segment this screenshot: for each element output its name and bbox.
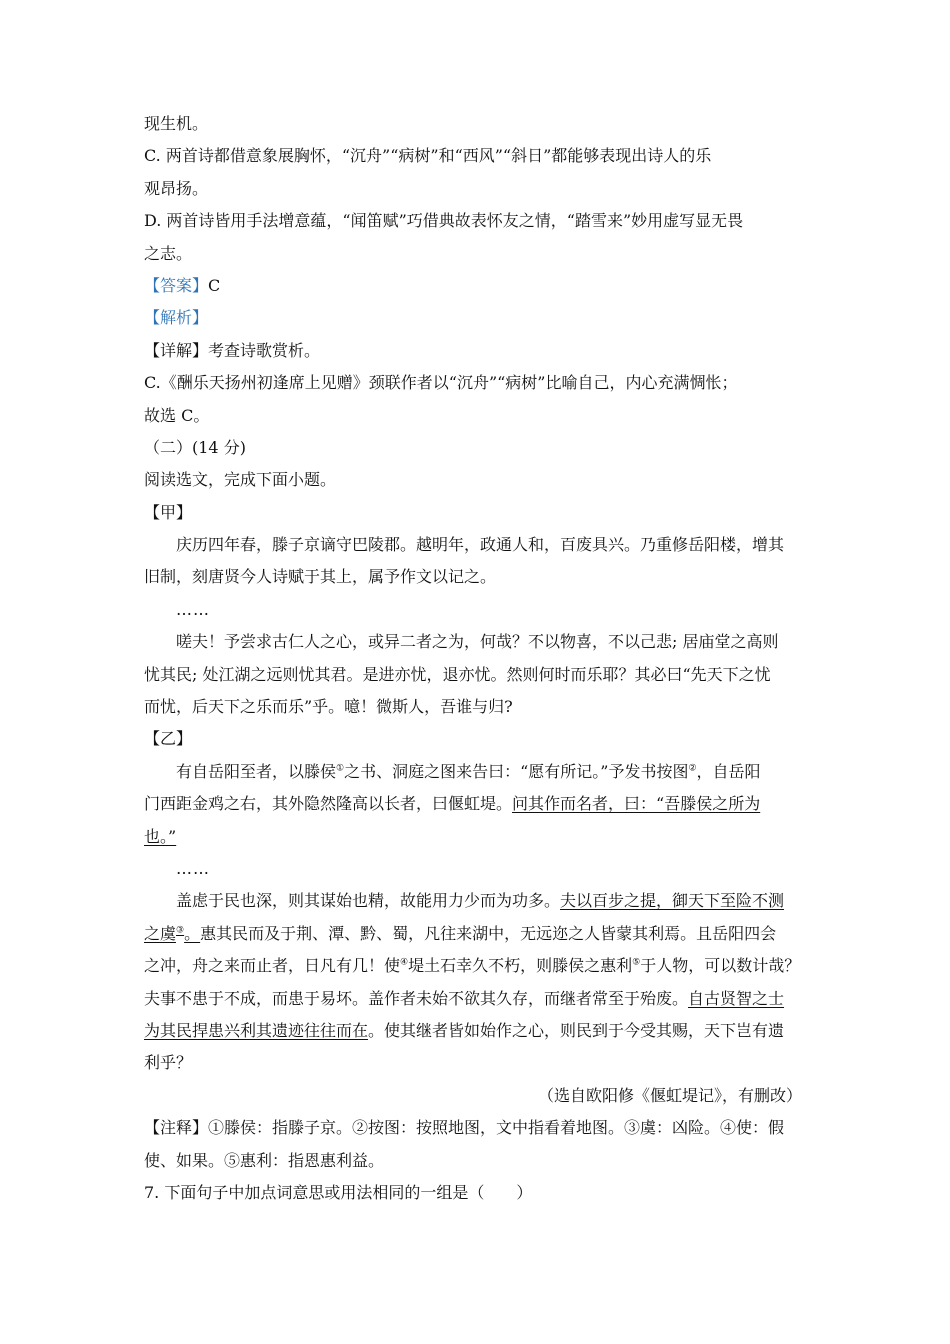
text-span: 门西距金鸡之右，其外隐然隆高以长者，曰偃虹堤。: [144, 794, 513, 814]
text-span: 。使其继者皆如始作之心，则民到于今受其赐，天下岂有遗: [368, 1020, 785, 1040]
passage-line: 嗟夫！予尝求古仁人之心，或异二者之为，何哉？不以物喜，不以己悲; 居庙堂之高则: [176, 632, 779, 652]
analysis-line: [144, 302, 810, 334]
answer-value: C: [208, 275, 221, 295]
text-span: 之书、洞庭之图来告曰：“愿有所记。”予发书按图: [344, 761, 689, 781]
passage-line: [144, 885, 810, 917]
text-span: 惠其民而及于荆、潭、黔、蜀，凡往来湖中，无远迩之人皆蒙其利焉。且岳阳四会: [200, 923, 777, 943]
passage-line: [144, 788, 810, 820]
option-c-line: C. 两首诗都借意象展胸怀，“沉舟”“病树”和“西风”“斜日”都能够表现出诗人的乐: [144, 146, 712, 166]
passage-line: [144, 821, 810, 853]
notes-line: 【注释】①滕侯：指滕子京。②按图：按照地图，文中指看着地图。③虞：凶险。④使：假: [144, 1118, 785, 1138]
passage-line: 而忧，后天下之乐而乐”乎。噫！微斯人，吾谁与归?: [144, 697, 513, 717]
text-line: C.《酬乐天扬州初逢席上见赠》颈联作者以“沉舟”“病树”比喻自己，内心充满惆怅；: [144, 373, 738, 393]
section-heading: （二）(14 分): [144, 437, 246, 457]
source-citation: （选自欧阳修《偃虹堤记》，有删改）: [537, 1085, 802, 1105]
text-span: 夫事不患于不成，而患于易坏。盖作者未始不欲其久存，而继者常至于殆废。: [144, 988, 689, 1008]
instruction-line: 阅读选文，完成下面小题。: [144, 470, 337, 490]
text-line: 之志。: [144, 243, 193, 263]
answer-label: 【答案】: [144, 275, 209, 295]
answer-line: [144, 270, 810, 302]
underlined-sentence: 也。”: [144, 826, 177, 846]
question-7: 7. 下面句子中加点词意思或用法相同的一组是（ ）: [144, 1182, 533, 1202]
passage-line: [144, 983, 810, 1015]
passage-yi-heading: 【乙】: [144, 729, 193, 749]
footnote-marker: ③: [176, 925, 185, 936]
passage-line: 忧其民; 处江湖之远则忧其君。是进亦忧，退亦忧。然则何时而乐耶？其必曰“先天下之忧: [144, 664, 771, 684]
underlined-sentence: 问其作而名者，曰：“吾滕侯之所为: [512, 794, 761, 814]
notes-line: 使、如果。⑤惠利：指恩惠利益。: [144, 1150, 385, 1170]
text-line: 观昂扬。: [144, 178, 209, 198]
text-span: ，自岳阳: [696, 761, 761, 781]
text-span: 之冲，舟之来而止者，日凡有几！使: [144, 956, 401, 976]
passage-line: 旧制，刻唐贤今人诗赋于其上，属予作文以记之。: [144, 567, 497, 587]
passage-line: [144, 756, 810, 788]
document-page: [144, 108, 810, 1209]
passage-jia-heading: 【甲】: [144, 502, 193, 522]
footnote-marker: ②: [688, 763, 697, 774]
passage-line: [144, 1015, 810, 1047]
passage-line: 利乎？: [144, 1053, 193, 1073]
underlined-sentence: 自古贤智之士: [688, 988, 785, 1008]
ellipsis-line: ……: [176, 858, 210, 878]
footnote-marker: ④: [400, 957, 409, 968]
underlined-sentence: 之虞: [144, 923, 177, 943]
underlined-sentence: 为其民捍患兴利其遗迹往往而在: [144, 1020, 369, 1040]
detail-line: 【详解】考查诗歌赏析。: [144, 340, 321, 360]
text-line: 故选 C。: [144, 405, 210, 425]
footnote-marker: ⑤: [632, 957, 641, 968]
text-span: 堤土石幸久不朽，则滕侯之惠利: [408, 956, 633, 976]
text-span: 于人物，可以数计哉？: [640, 956, 801, 976]
text-line: 现生机。: [144, 114, 209, 133]
analysis-label: 【解析】: [144, 308, 209, 328]
ellipsis-line: ……: [176, 599, 210, 619]
passage-line: [144, 918, 810, 950]
passage-line: [144, 950, 810, 982]
footnote-marker: ①: [336, 763, 345, 774]
underlined-sentence: 夫以百步之提，御天下至险不测: [560, 891, 785, 911]
passage-line: 庆历四年春，滕子京谪守巴陵郡。越明年，政通人和，百废具兴。乃重修岳阳楼，增其: [176, 535, 785, 555]
underlined-sentence: 。: [184, 923, 201, 943]
option-d-line: D. 两首诗皆用手法增意蕴，“闻笛赋”巧借典故表怀友之情，“踏雪来”妙用虚写显无畏: [144, 211, 744, 231]
text-span: 盖虑于民也深，则其谋始也精，故能用力少而为功多。: [176, 891, 561, 911]
text-span: 有自岳阳至者，以滕侯: [176, 761, 337, 781]
